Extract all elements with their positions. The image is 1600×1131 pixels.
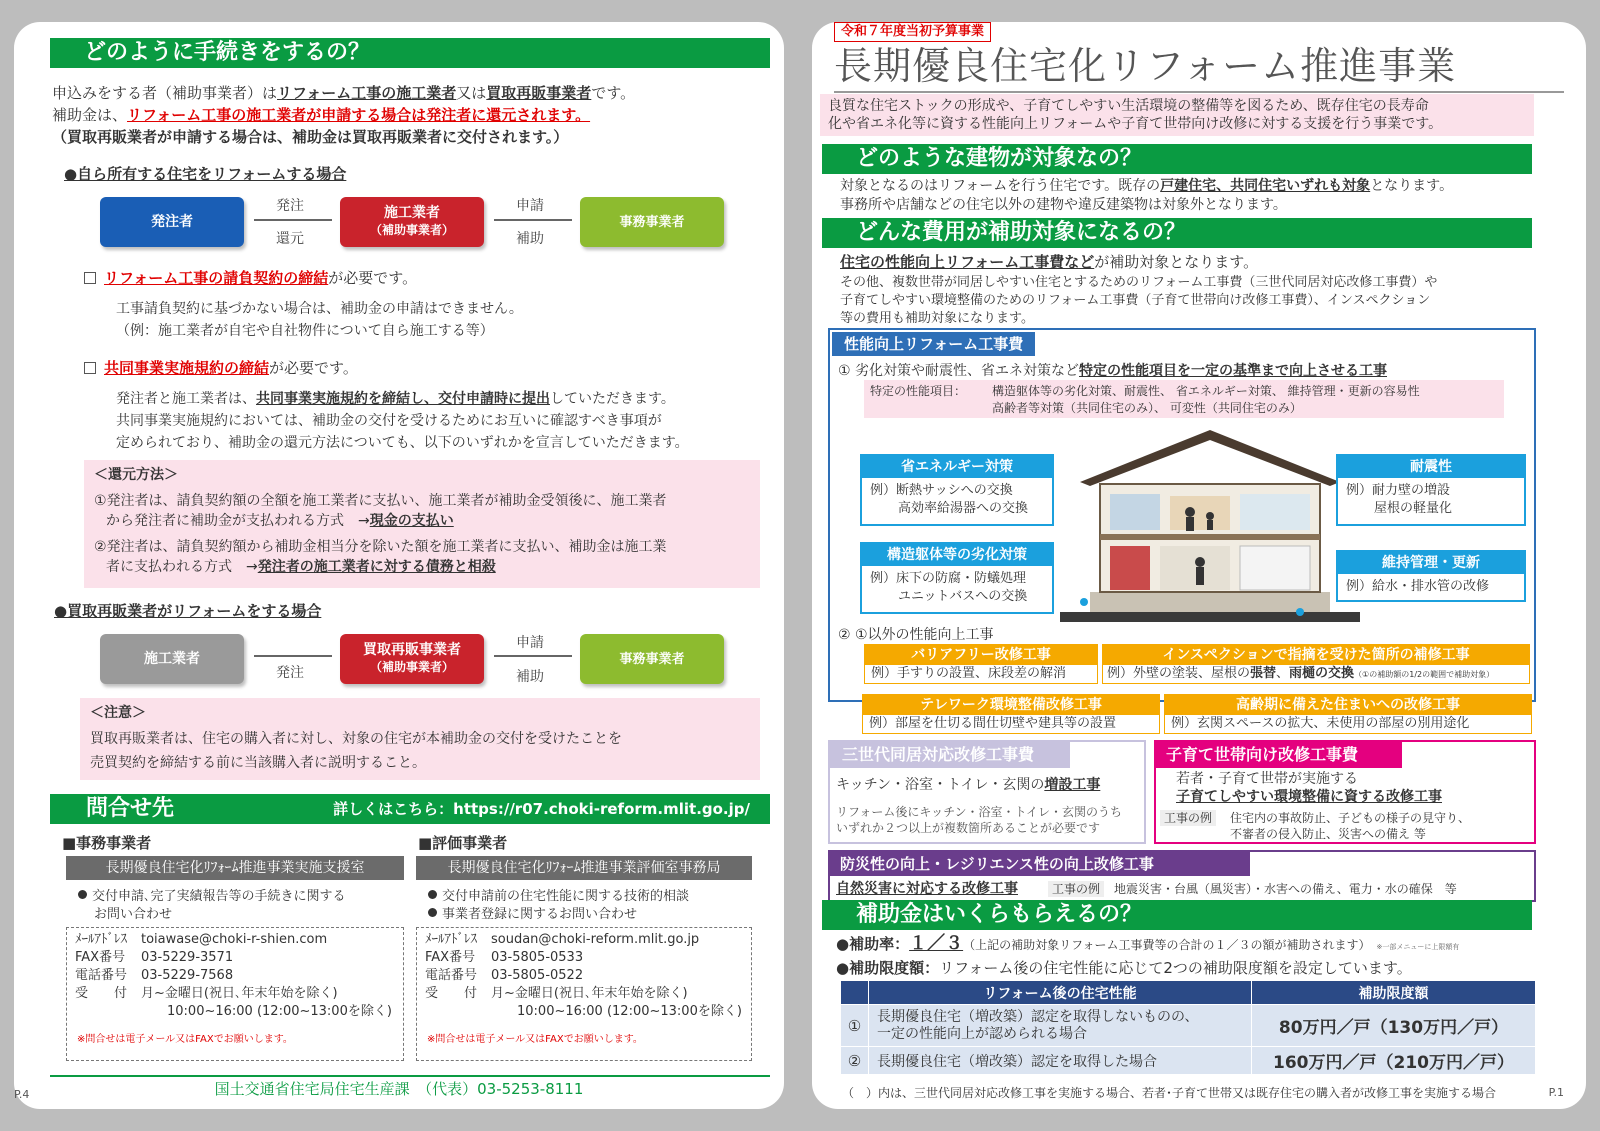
office-fax: 03-5229-3571	[141, 950, 234, 965]
contractor-box: 施工業者 （補助事業者）	[340, 197, 484, 247]
eval-hours-1: 月~金曜日(祝日､年末年始を除く)	[491, 986, 688, 1001]
card-energy: 省エネルギー対策 例）断熱サッシへの交換 高効率給湯器への交換	[860, 454, 1054, 526]
check-agreement-note-1: 発注者と施工業者は、共同事業実施規約を締結し、交付申請時に提出していただきます。	[116, 391, 675, 407]
office-hours-2: 10:00~16:00 (12:00~13:00を除く)	[167, 1004, 392, 1019]
eval-bullet-1: 交付申請前の住宅性能に関する技術的相談	[428, 888, 689, 906]
limit-table	[840, 980, 1536, 1075]
case-reseller-heading: ●買取再販業者がリフォームをする場合	[54, 602, 322, 620]
section-title-costs: どんな費用が補助対象になるの？	[822, 218, 1532, 248]
label-subsidy-2: 補助	[516, 669, 544, 685]
limit-amount-2: 160万円／戸（210万円／戸）	[1252, 1047, 1536, 1075]
office-bullet-1b: お問い合わせ	[94, 907, 173, 922]
note-line-2: 売買契約を締結する前に当該購入者に説明すること。	[90, 755, 426, 771]
label-order-2: 発注	[276, 665, 304, 681]
office-contact-box: ﾒｰﾙｱﾄﾞﾚｽ toiawase@choki-r-shien.com FAX番号 03-5229-3571 電話番号 03-5229-7568 受 付 月~金曜日(祝日､年末年始を除く) 10:00~16:00 (12:00~13:00を除く) ※問合せは電子メール又はFAXでお願いします。	[66, 927, 404, 1061]
checkbox-icon	[84, 272, 96, 284]
title-rule	[834, 91, 1564, 93]
performance-box	[828, 328, 1536, 702]
note-title: ＜注意＞	[90, 705, 146, 721]
limit-table-header-amount: 補助限度額	[1252, 981, 1536, 1005]
return-method-box	[84, 460, 760, 588]
page-number-right: P.1	[1548, 1086, 1564, 1099]
orderer-box: 発注者	[100, 197, 244, 247]
eval-email[interactable]: soudan@choki-reform.mlit.go.jp	[491, 932, 700, 947]
ministry-footer: 国土交通省住宅局住宅生産課 （代表）03-5253-8111	[214, 1080, 584, 1098]
limit-table-header-performance: リフォーム後の住宅性能	[869, 981, 1252, 1005]
check-contract-note-1: 工事請負契約に基づかない場合は、補助金の申請はできません。	[116, 301, 523, 317]
office-heading: ■事務事業者	[62, 834, 152, 852]
arrow-order	[254, 219, 332, 221]
label-order: 発注	[276, 198, 304, 214]
costs-line-1: 住宅の性能向上リフォーム工事費などが補助対象となります。	[840, 253, 1259, 271]
arrow-apply-2	[494, 655, 572, 657]
return-method-2a: ②発注者は、請負契約額から補助金相当分を除いた額を施工業者に支払い、補助金は施工業	[94, 539, 667, 555]
office-box: 事務事業者	[580, 197, 724, 247]
performance-items-box: 特定の性能項目： 構造躯体等の劣化対策、耐震性、 省エネルギー対策、 維持管理・更新の容易性 高齢者等対策（共同住宅のみ）、 可変性（共同住宅のみ）	[864, 380, 1504, 418]
buildings-line-1: 対象となるのはリフォームを行う住宅です。既存の戸建住宅、共同住宅いずれも対象となります。	[840, 178, 1454, 194]
return-method-2b: 者に支払われる方式 →発注者の施工業者に対する債務と相殺	[106, 559, 496, 575]
return-method-1a: ①発注者は、請負契約額の全額を施工業者に支払い、施工業者が補助金受領後に、施工業者	[94, 493, 667, 509]
section-title-amount: 補助金はいくらもらえるの？	[822, 900, 1532, 930]
eval-name-bar: 長期優良住宅化ﾘﾌｫｰﾑ推進事業評価室事務局	[416, 856, 752, 880]
label-apply: 申請	[516, 198, 544, 214]
disaster-box: 防災性の向上・レジリエンス性の向上改修工事 自然災害に対応する改修工事 工事の例 地震災害・台風（風災害）・水害への備え、電力・水の確保 等	[828, 850, 1536, 902]
return-method-title: ＜還元方法＞	[94, 467, 178, 483]
card-aging: 高齢期に備えた住まいへの改修工事 例）玄関スペースの拡大、未使用の部屋の別用途化	[1164, 694, 1532, 734]
table-row: ② 長期優良住宅（増改築）認定を取得した場合 160万円／戸（210万円／戸）	[841, 1047, 1536, 1075]
costs-line-3: 子育てしやすい環境整備のためのリフォーム工事費（子育て世帯向け改修工事費）、インスペクション	[840, 293, 1431, 308]
child-rearing-title: 子育て世帯向け改修工事費	[1156, 742, 1402, 768]
case-own-house-heading: ●自ら所有する住宅をリフォームする場合	[64, 165, 347, 183]
eval-hours-2: 10:00~16:00 (12:00~13:00を除く)	[517, 1004, 742, 1019]
limit-amount-1: 80万円／戸（130万円／戸）	[1252, 1005, 1536, 1047]
page-left	[14, 22, 784, 1109]
card-telework: テレワーク環境整備改修工事 例）部屋を仕切る間仕切壁や建具等の設置	[862, 694, 1160, 734]
section-title-procedure: どのように手続きをするの？	[50, 38, 770, 68]
label-subsidy: 補助	[516, 231, 544, 247]
office-footnote: ※問合せは電子メール又はFAXでお願いします。	[77, 1034, 293, 1045]
house-illustration	[1060, 422, 1360, 628]
note-box	[80, 698, 760, 780]
check-contract-note-2: （例：施工業者が自宅や自社物件について自ら施工する等）	[116, 323, 494, 339]
section-title-buildings: どのような建物が対象なの？	[822, 144, 1532, 174]
checkbox-icon	[84, 362, 96, 374]
arrow-apply	[494, 219, 572, 221]
card-earthquake: 耐震性 例）耐力壁の増設 屋根の軽量化	[1336, 454, 1526, 526]
buildings-line-2: 事務所や店舗などの住宅以外の建物や違反建築物は対象外となります。	[840, 197, 1287, 213]
arrow-order-2	[254, 655, 332, 657]
limit-footnote: （ ）内は、三世代同居対応改修工事を実施する場合、若者･子育て世帯又は既存住宅の購入者が改修工事を実施する場合	[842, 1086, 1497, 1100]
table-row: ① 長期優良住宅（増改築）認定を取得しないものの、 一定の性能向上が認められる場合 80万円／戸（130万円／戸）	[841, 1005, 1536, 1047]
intro-line-1: 申込みをする者（補助事業者）はリフォーム工事の施工業者又は買取再販事業者です。	[52, 84, 636, 102]
lead-line-2: 化や省エネ化等に資する性能向上リフォームや子育て世帯向け改修に対する支援を行う事業です。	[828, 116, 1443, 132]
contact-url-link[interactable]: 詳しくはこちら：https://r07.choki-reform.mlit.go.jp/	[333, 800, 750, 818]
performance-item-2: ② ①以外の性能向上工事	[838, 627, 994, 643]
eval-footnote: ※問合せは電子メール又はFAXでお願いします。	[427, 1034, 643, 1045]
note-line-1: 買取再販業者は、住宅の購入者に対し、対象の住宅が本補助金の交付を受けたことを	[90, 731, 622, 747]
eval-bullet-2: 事業者登録に関するお問い合わせ	[428, 906, 637, 924]
check-agreement-note-2: 共同事業実施規約においては、補助金の交付を受けるためにお互いに確認すべき事項が	[116, 413, 662, 429]
intro-line-2: 補助金は、リフォーム工事の施工業者が申請する場合は発注者に還元されます。	[52, 106, 591, 124]
subsidy-rate: ●補助率：１／３（上記の補助対象リフォーム工事費等の合計の１／３の額が補助されます） ※一部メニューに上限額有	[836, 933, 1460, 954]
builder-box: 施工業者	[100, 634, 244, 684]
disaster-title: 防災性の向上・レジリエンス性の向上改修工事	[830, 852, 1250, 876]
card-maintenance: 維持管理・更新 例）給水・排水管の改修	[1336, 550, 1526, 602]
eval-heading: ■評価事業者	[418, 834, 508, 852]
return-method-1b: から発注者に補助金が支払われる方式 →現金の支払い	[106, 513, 454, 529]
lead-line-1: 良質な住宅ストックの形成や、子育てしやすい生活環境の整備等を図るため、既存住宅の長寿命	[828, 98, 1429, 114]
card-inspection: インスペクションで指摘を受けた箇所の補修工事 例）外壁の塗装、屋根の張替、雨樋の交換（①の補助額の1/2の範囲で補助対象）	[1102, 644, 1530, 684]
check-contract: リフォーム工事の請負契約の締結が必要です。	[84, 269, 417, 287]
contact-title: 問合せ先	[86, 796, 175, 821]
eval-fax: 03-5805-0533	[491, 950, 584, 965]
performance-item-1: ① 劣化対策や耐震性、省エネ対策など特定の性能項目を一定の基準まで向上させる工事	[838, 363, 1387, 379]
page-number-left: P.4	[14, 1088, 30, 1101]
three-generation-box: 三世代同居対応改修工事費 キッチン・浴室・トイレ・玄関の増設工事 リフォーム後にキッチン・浴室・トイレ・玄関のうち いずれか２つ以上が複数箇所あることが必要です	[828, 740, 1146, 844]
card-barrier-free: バリアフリー改修工事 例）手すりの設置、床段差の解消	[864, 644, 1098, 684]
card-structure: 構造躯体等の劣化対策 例）床下の防腐・防蟻処理 ユニットバスへの交換	[860, 542, 1054, 614]
page-right	[812, 22, 1586, 1109]
subsidy-limit: ●補助限度額：リフォーム後の住宅性能に応じて2つの補助限度額を設定しています。	[836, 959, 1412, 977]
costs-line-4: 等の費用も補助対象になります。	[840, 311, 1034, 326]
office-tel: 03-5229-7568	[141, 968, 234, 983]
eval-tel: 03-5805-0522	[491, 968, 584, 983]
check-agreement: 共同事業実施規約の締結が必要です。	[84, 359, 358, 377]
three-generation-title: 三世代同居対応改修工事費	[830, 742, 1070, 768]
main-title: 長期優良住宅化リフォーム推進事業	[834, 44, 1457, 88]
lead-box	[820, 94, 1534, 136]
budget-badge: 令和７年度当初予算事業	[834, 22, 991, 42]
label-apply-2: 申請	[516, 635, 544, 651]
label-return: 還元	[276, 231, 304, 247]
office-email[interactable]: toiawase@choki-r-shien.com	[141, 932, 328, 947]
office-box-2: 事務事業者	[580, 634, 724, 684]
check-agreement-note-3: 定められており、補助金の還元方法についても、以下のいずれかを宣言していただきます。	[116, 435, 689, 451]
footer-rule	[50, 1075, 770, 1077]
reseller-box: 買取再販事業者 （補助事業者）	[340, 634, 484, 684]
office-hours-1: 月~金曜日(祝日､年末年始を除く)	[141, 986, 338, 1001]
intro-line-3: （買取再販業者が申請する場合は、補助金は買取再販業者に交付されます。）	[52, 128, 569, 146]
office-name-bar: 長期優良住宅化ﾘﾌｫｰﾑ推進事業実施支援室	[66, 856, 404, 880]
child-rearing-box: 子育て世帯向け改修工事費 若者・子育て世帯が実施する 子育てしやすい環境整備に資する改修工事 工事の例 住宅内の事故防止、子どもの様子の見守り、 不審者の侵入防止、災害への備え 等	[1154, 740, 1536, 844]
costs-line-2: その他、複数世帯が同居しやすい住宅とするためのリフォーム工事費（三世代同居対応改修工事費）や	[840, 275, 1438, 290]
eval-contact-box: ﾒｰﾙｱﾄﾞﾚｽ soudan@choki-reform.mlit.go.jp FAX番号 03-5805-0533 電話番号 03-5805-0522 受 付 月~金曜日(祝日､年末年始を除く) 10:00~16:00 (12:00~13:00を除く) ※問合せは電子メール又はFAXでお願いします。	[416, 927, 752, 1061]
contact-header	[50, 794, 770, 824]
performance-title: 性能向上リフォーム工事費	[832, 332, 1035, 356]
office-bullet-1: 交付申請､完了実績報告等の手続きに関する	[78, 888, 346, 906]
